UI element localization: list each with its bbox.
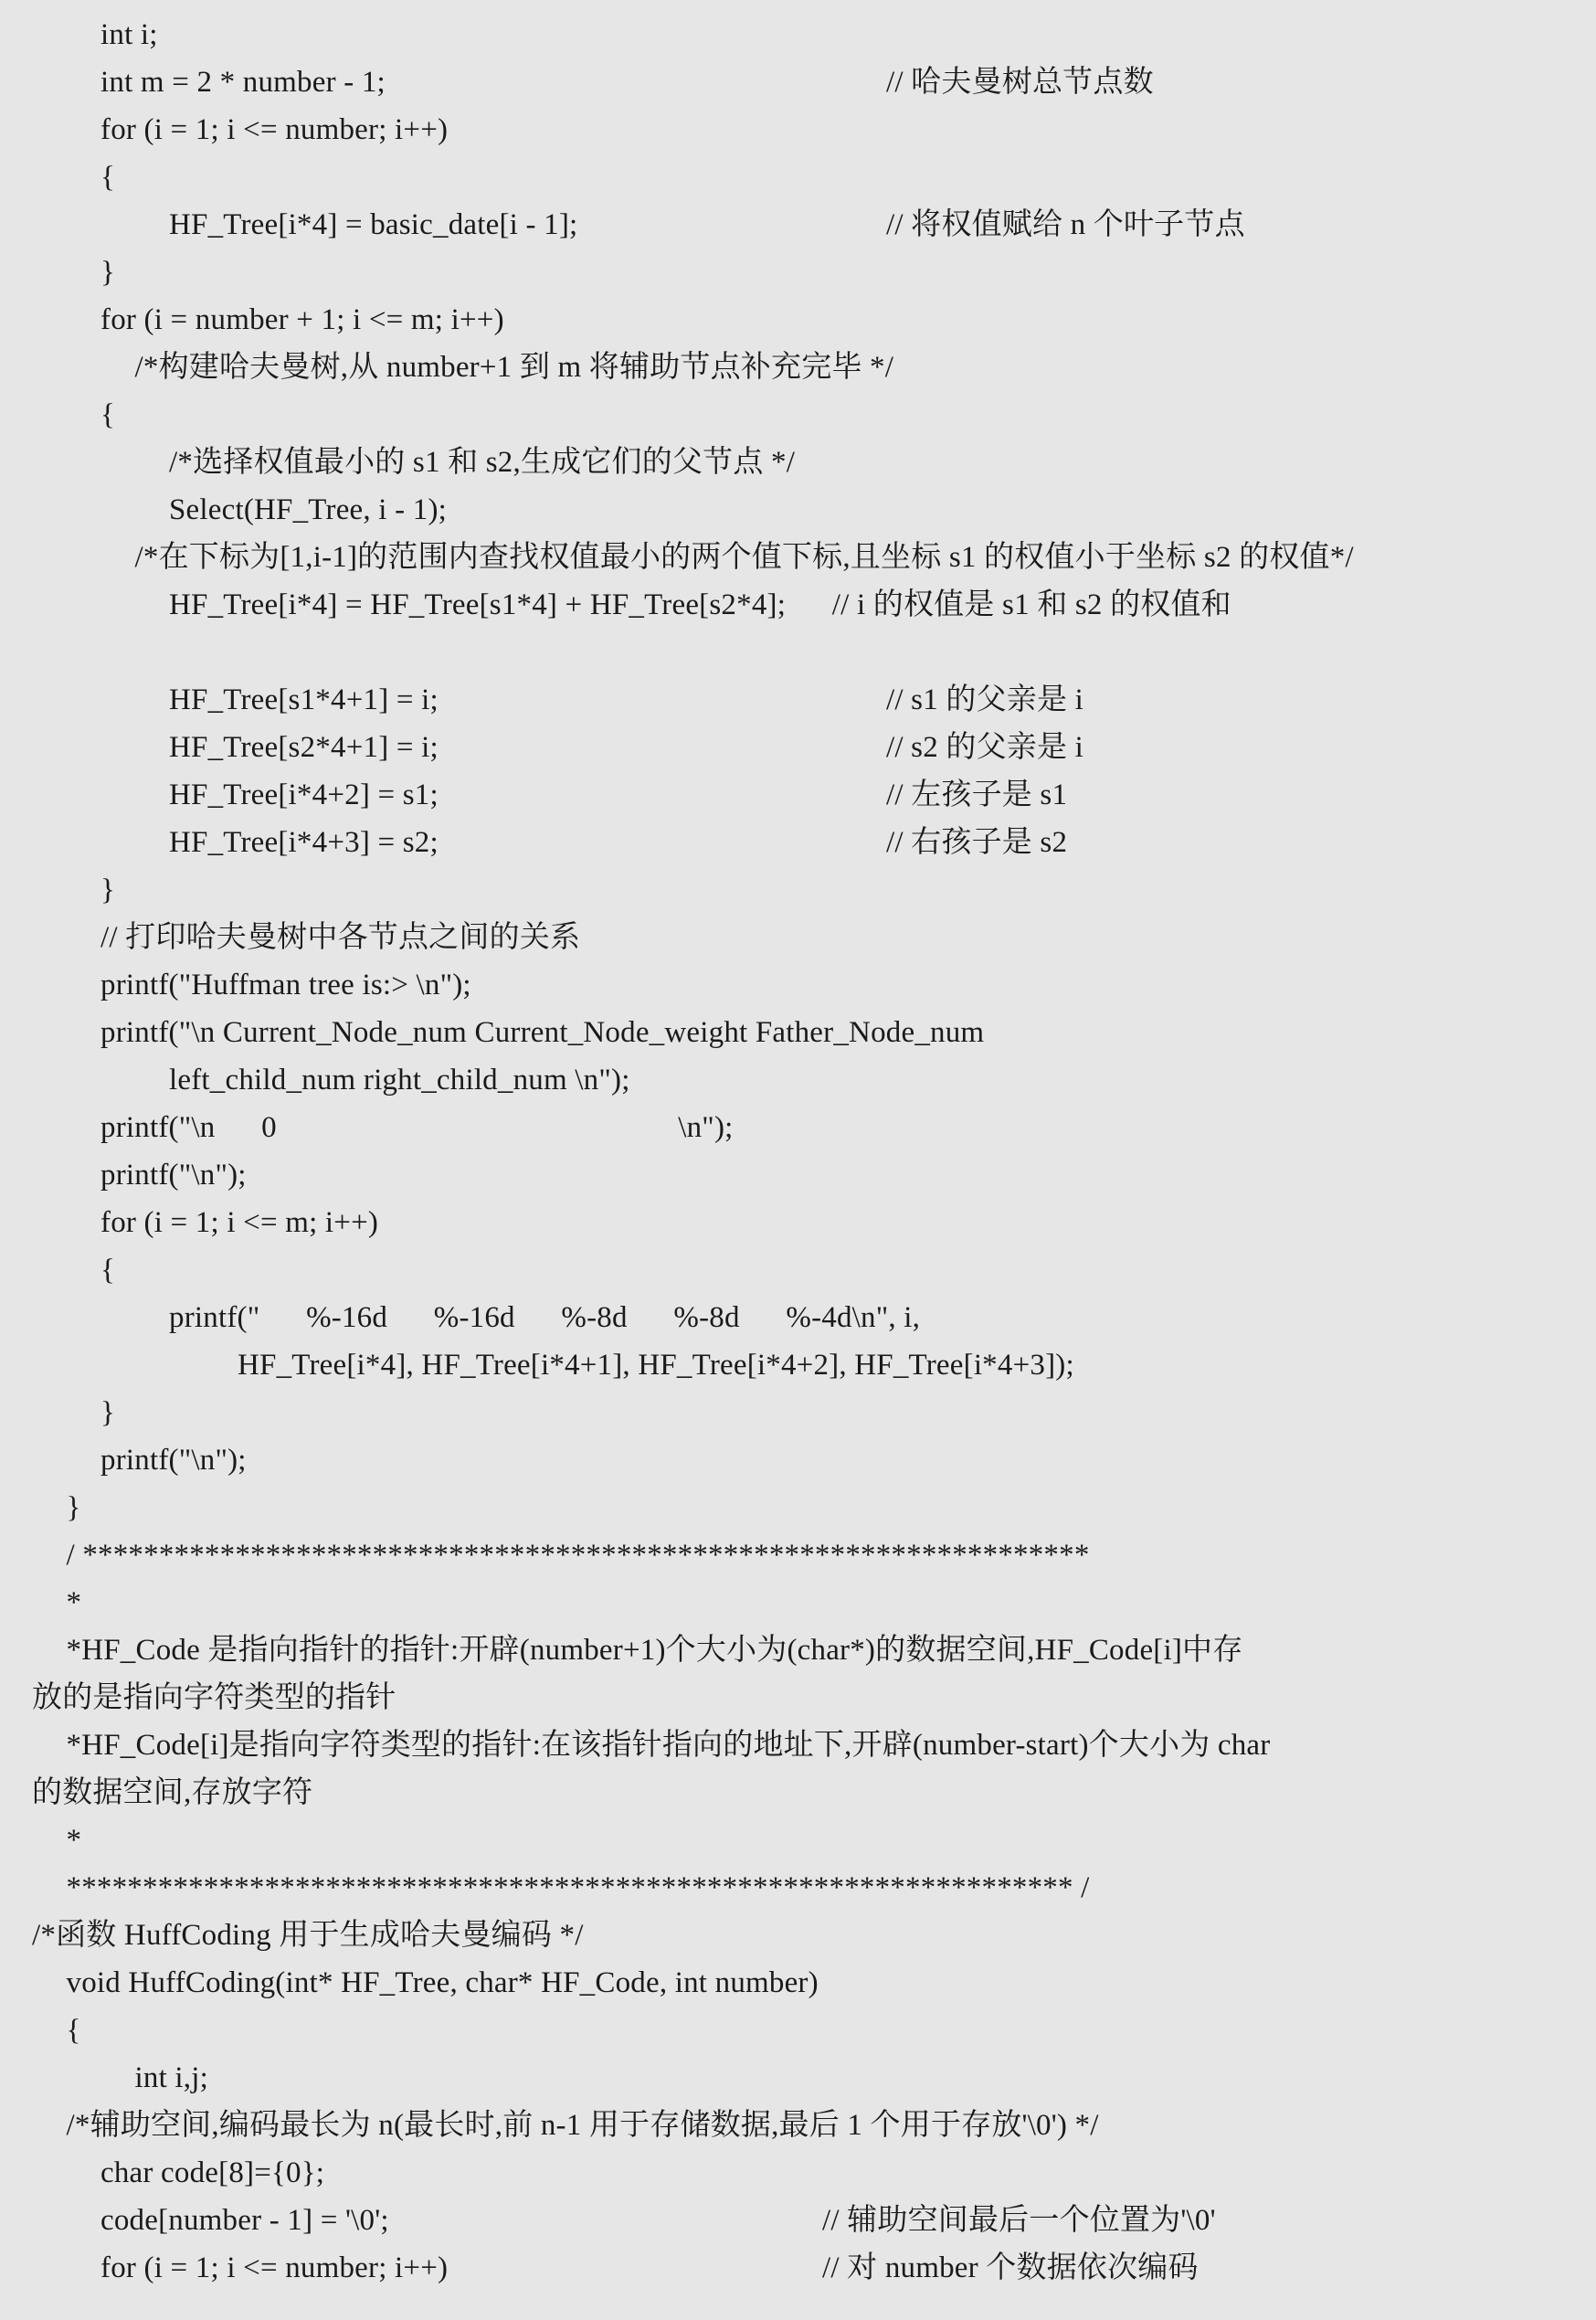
code-line (0, 1199, 1596, 1246)
code-text: 的数据空间,存放字符 (32, 1776, 313, 1809)
code-line (0, 391, 1596, 439)
code-text: for (i = 1; i <= number; i++) (100, 113, 449, 146)
code-line (0, 1721, 1596, 1769)
code-text: /*选择权值最小的 s1 和 s2,生成它们的父节点 */ (169, 446, 796, 479)
code-line (0, 2149, 1596, 2197)
code-comment: // 右孩子是 s2 (886, 826, 1068, 859)
code-line (0, 771, 1596, 819)
code-line (0, 1104, 1596, 1151)
code-line (0, 2102, 1596, 2149)
code-line (0, 2007, 1596, 2054)
code-text: *HF_Code 是指向指针的指针:开辟(number+1)个大小为(char*)的数据空间,HF_Code[i]中存 (66, 1634, 1243, 1667)
code-line (0, 1626, 1596, 1674)
code-line (0, 819, 1596, 866)
code-line (0, 344, 1596, 391)
code-line (0, 201, 1596, 249)
code-line (0, 1864, 1596, 1912)
code-line (0, 439, 1596, 486)
code-text: int i; (100, 18, 158, 51)
code-text: { (100, 1254, 116, 1287)
code-line (0, 961, 1596, 1009)
code-text: printf("\n"); (100, 1159, 247, 1192)
code-text: printf("\n"); (100, 1444, 247, 1477)
code-line (0, 866, 1596, 914)
code-line (0, 1817, 1596, 1864)
code-text: int i,j; (134, 2061, 208, 2094)
code-text: code[number - 1] = '\0'; (100, 2204, 389, 2237)
code-line (0, 1246, 1596, 1294)
code-text: // 打印哈夫曼树中各节点之间的关系 (100, 921, 581, 954)
code-text: ****************************************************************** / (66, 1871, 1090, 1904)
code-line (0, 1151, 1596, 1199)
code-text: HF_Tree[s1*4+1] = i; (169, 683, 439, 716)
code-text: { (100, 398, 116, 431)
code-text: HF_Tree[i*4+2] = s1; (169, 779, 439, 811)
code-line (0, 676, 1596, 724)
code-comment: // 将权值赋给 n 个叶子节点 (886, 208, 1245, 241)
code-comment: // 哈夫曼树总节点数 (886, 66, 1154, 99)
code-text: HF_Tree[i*4] = HF_Tree[s1*4] + HF_Tree[s2*4]; // i 的权值是 s1 和 s2 的权值和 (169, 588, 1231, 621)
code-line (0, 534, 1596, 581)
code-line (0, 154, 1596, 201)
code-text: int m = 2 * number - 1; (100, 66, 386, 99)
code-text: * (66, 1824, 82, 1857)
code-line (0, 1389, 1596, 1436)
code-text: /*函数 HuffCoding 用于生成哈夫曼编码 */ (32, 1919, 584, 1952)
code-text: HF_Tree[i*4], HF_Tree[i*4+1], HF_Tree[i*4+2], HF_Tree[i*4+3]); (238, 1349, 1074, 1382)
code-line (0, 629, 1596, 676)
code-text: * (66, 1586, 82, 1619)
code-text: HF_Tree[i*4] = basic_date[i - 1]; (169, 208, 578, 241)
code-text: /*构建哈夫曼树,从 number+1 到 m 将辅助节点补充完毕 */ (134, 351, 894, 384)
code-comment: // s2 的父亲是 i (886, 731, 1083, 764)
code-text: } (100, 256, 116, 289)
code-line (0, 58, 1596, 106)
code-text: /*在下标为[1,i-1]的范围内查找权值最小的两个值下标,且坐标 s1 的权值小于坐标 s2 的权值*/ (134, 541, 1354, 574)
code-text: *HF_Code[i]是指向字符类型的指针:在该指针指向的地址下,开辟(number-start)个大小为 char (66, 1729, 1271, 1762)
code-line (0, 1959, 1596, 2007)
code-line (0, 724, 1596, 771)
code-text: } (100, 874, 116, 906)
code-line (0, 296, 1596, 344)
code-line (0, 11, 1596, 58)
code-text: /*辅助空间,编码最长为 n(最长时,前 n-1 用于存储数据,最后 1 个用于存放'\0') */ (66, 2109, 1099, 2142)
code-text: printf("\n 0 \n"); (100, 1111, 734, 1144)
code-comment: // 对 number 个数据依次编码 (822, 2251, 1199, 2284)
code-line (0, 914, 1596, 961)
code-line (0, 1294, 1596, 1341)
code-line (0, 249, 1596, 296)
code-text: } (66, 1491, 81, 1524)
code-line (0, 106, 1596, 154)
code-line (0, 486, 1596, 534)
code-comment: // 左孩子是 s1 (886, 779, 1068, 811)
code-text: printf("\n Current_Node_num Current_Node_weight Father_Node_num (100, 1016, 985, 1049)
code-line (0, 1436, 1596, 1484)
code-text: printf("Huffman tree is:> \n"); (100, 969, 471, 1001)
code-text: } (100, 1396, 116, 1429)
code-line (0, 1674, 1596, 1721)
code-line (0, 1579, 1596, 1626)
code-comment: // 辅助空间最后一个位置为'\0' (822, 2204, 1216, 2237)
code-text: for (i = number + 1; i <= m; i++) (100, 303, 504, 336)
code-line (0, 1912, 1596, 1959)
code-line (0, 1531, 1596, 1579)
code-line (0, 581, 1596, 629)
code-line (0, 1009, 1596, 1056)
code-text: HF_Tree[s2*4+1] = i; (169, 731, 439, 764)
code-line (0, 1484, 1596, 1531)
code-line (0, 1341, 1596, 1389)
code-text: Select(HF_Tree, i - 1); (169, 493, 448, 526)
code-line (0, 1769, 1596, 1817)
code-text: / ****************************************************************** (66, 1539, 1090, 1572)
code-text: { (100, 161, 116, 194)
code-line (0, 1056, 1596, 1104)
code-text: printf(" %-16d %-16d %-8d %-8d %-4d\n", i, (169, 1301, 921, 1334)
code-comment: // s1 的父亲是 i (886, 683, 1083, 716)
code-line (0, 2054, 1596, 2102)
code-line (0, 2197, 1596, 2244)
code-text: for (i = 1; i <= number; i++) (100, 2251, 449, 2284)
code-text: char code[8]={0}; (100, 2156, 325, 2189)
code-text: { (66, 2014, 81, 2047)
code-text: 放的是指向字符类型的指针 (32, 1681, 396, 1714)
code-line (0, 2244, 1596, 2292)
code-text: HF_Tree[i*4+3] = s2; (169, 826, 439, 859)
code-text: void HuffCoding(int* HF_Tree, char* HF_Code, int number) (66, 1966, 819, 1999)
code-text: for (i = 1; i <= m; i++) (100, 1206, 379, 1239)
code-text: left_child_num right_child_num \n"); (169, 1064, 630, 1096)
